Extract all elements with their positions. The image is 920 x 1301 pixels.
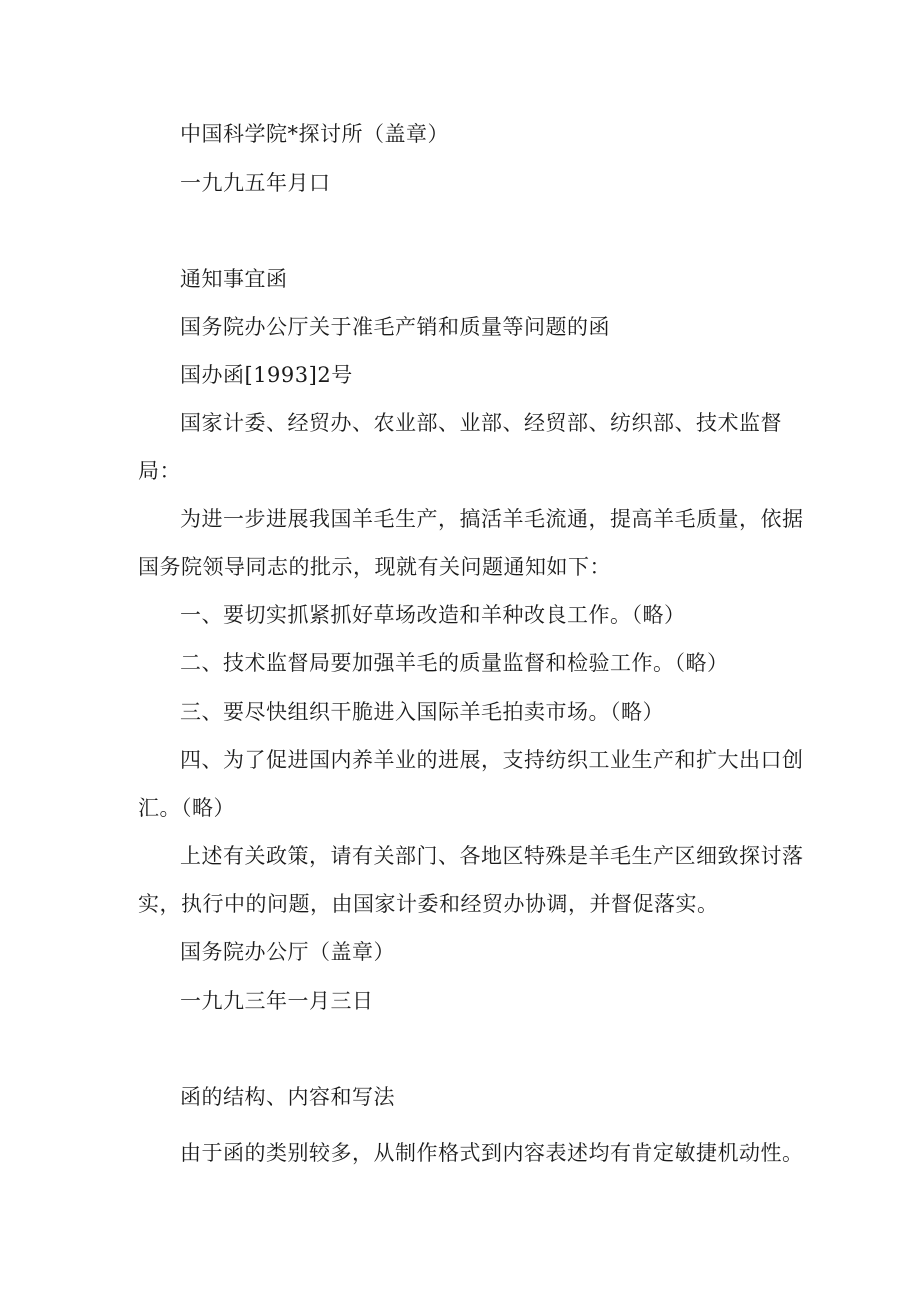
recipients-line-1: 国家计委、经贸办、农业部、业部、经贸部、纺织部、技术监督 [180, 411, 782, 435]
letter-heading: 通知事宜函 [180, 267, 288, 291]
sign-date: 一九九三年一月三日 [180, 989, 374, 1013]
recipients-line-2: 局： [138, 459, 181, 483]
item-4-line-1: 四、为了促进国内养羊业的进展，支持纺织工业生产和扩大出口创 [180, 748, 804, 772]
signer-seal: 国务院办公厅（盖章） [180, 940, 395, 964]
item-1: 一、要切实抓紧抓好草场改造和羊种改良工作。（略） [180, 603, 686, 627]
closing-line-2: 实，执行中的问题，由国家计委和经贸办协调，并督促落实。 [138, 892, 719, 916]
intro-line-2: 国务院领导同志的批示，现就有关问题通知如下： [138, 555, 611, 579]
section-paragraph-line-1: 由于函的类别较多，从制作格式到内容表述均有肯定敏捷机动性。 [180, 1141, 804, 1165]
item-4-line-2: 汇。（略） [138, 796, 235, 820]
org-seal-line: 中国科学院*探讨所（盖章） [180, 122, 449, 146]
closing-line-1: 上述有关政策，请有关部门、各地区特殊是羊毛生产区细致探讨落 [180, 844, 804, 868]
document-number: 国办函[1993]2号 [180, 363, 353, 387]
letter-title: 国务院办公厅关于准毛产销和质量等问题的函 [180, 315, 610, 339]
item-3: 三、要尽快组织干脆进入国际羊毛拍卖市场。（略） [180, 700, 664, 724]
intro-line-1: 为进一步进展我国羊毛生产，搞活羊毛流通，提高羊毛质量，依据 [180, 507, 804, 531]
section-heading: 函的结构、内容和写法 [180, 1085, 395, 1109]
header-date: 一九九五年月口 [180, 171, 331, 195]
item-2: 二、技术监督局要加强羊毛的质量监督和检验工作。（略） [180, 651, 729, 675]
